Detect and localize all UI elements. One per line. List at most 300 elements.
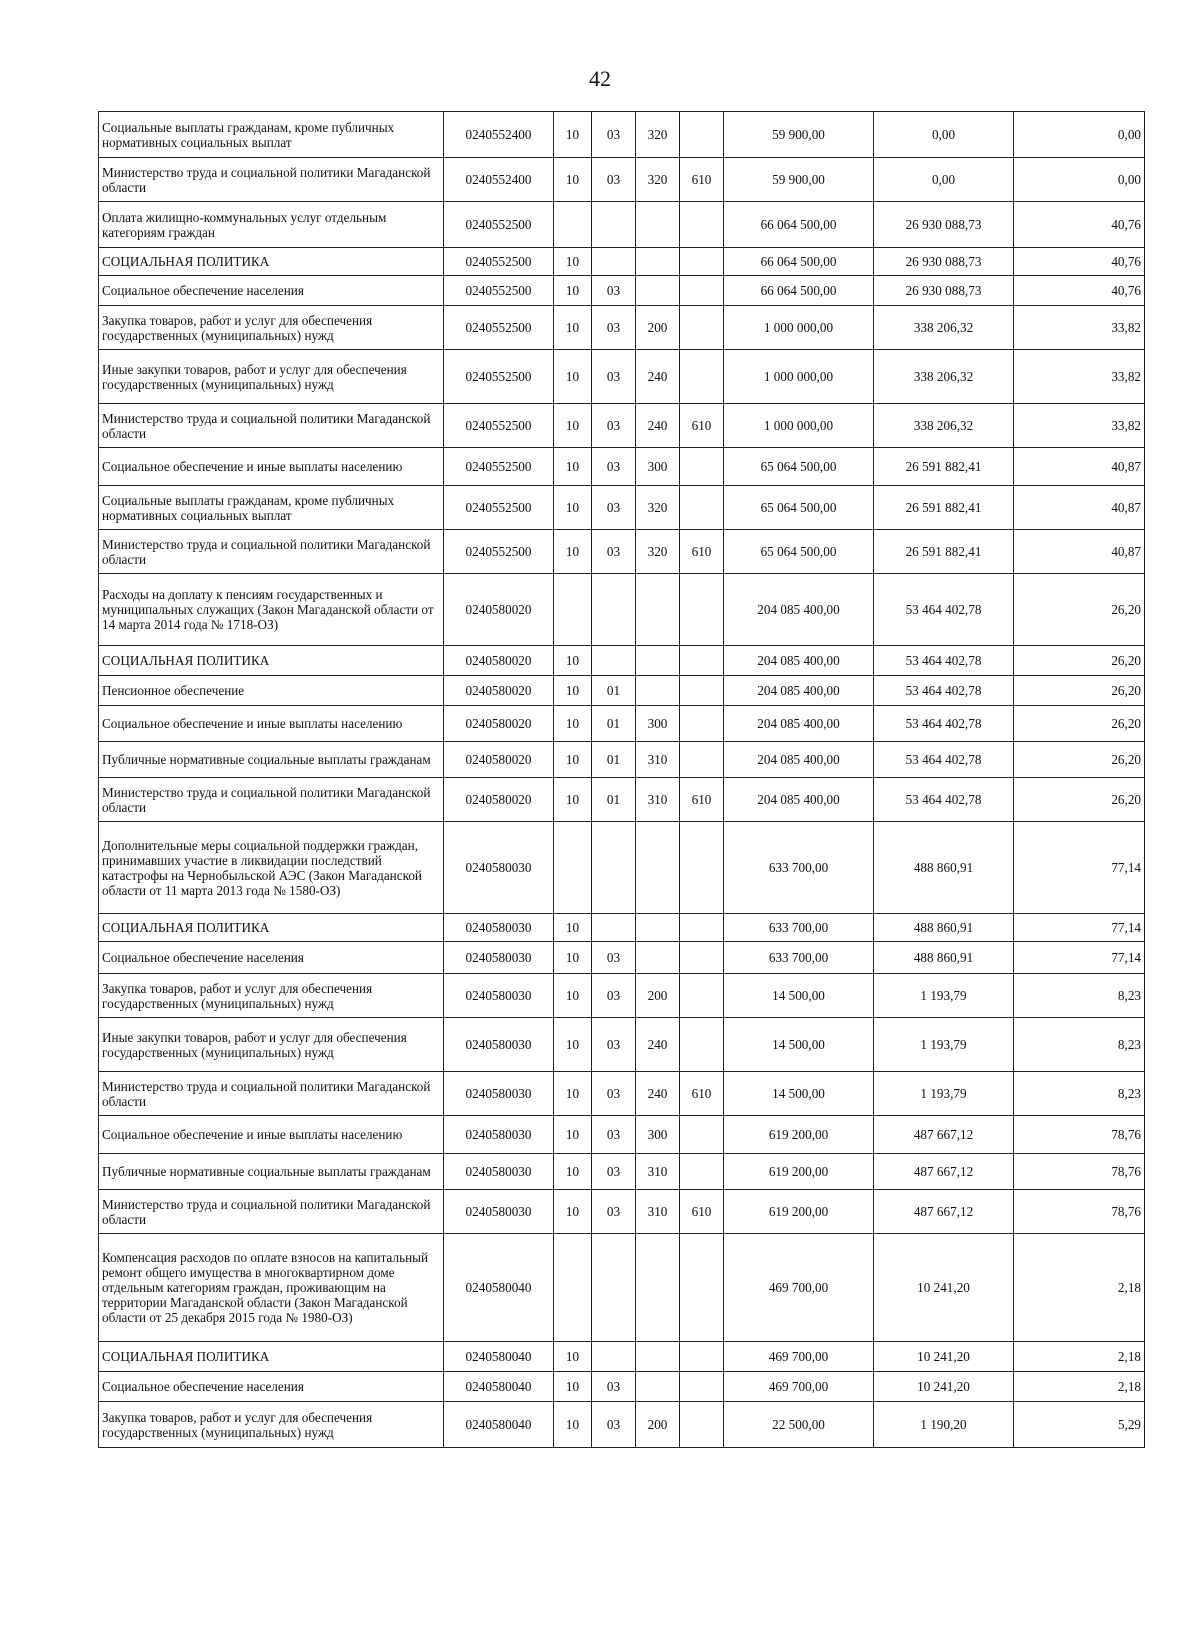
table-row — [99, 1372, 1145, 1402]
table-row — [99, 914, 1145, 942]
row-percent: 26,20 — [1014, 676, 1145, 706]
row-subsection: 03 — [592, 158, 636, 202]
row-executed: 26 930 088,73 — [874, 202, 1014, 248]
row-code: 0240552500 — [444, 530, 554, 574]
row-name: Министерство труда и социальной политики Магаданской области — [99, 1190, 444, 1234]
row-subsection — [592, 1342, 636, 1372]
row-section: 10 — [554, 742, 592, 778]
row-subsection — [592, 574, 636, 646]
row-planned: 66 064 500,00 — [724, 276, 874, 306]
table-row — [99, 112, 1145, 158]
row-subsection: 03 — [592, 306, 636, 350]
row-percent: 2,18 — [1014, 1342, 1145, 1372]
row-subsection — [592, 822, 636, 914]
row-percent: 0,00 — [1014, 112, 1145, 158]
row-section: 10 — [554, 1402, 592, 1448]
row-planned: 469 700,00 — [724, 1342, 874, 1372]
row-section — [554, 574, 592, 646]
row-subsection: 03 — [592, 942, 636, 974]
row-administrator — [680, 306, 724, 350]
row-name: Социальные выплаты гражданам, кроме публичных нормативных социальных выплат — [99, 112, 444, 158]
table-row — [99, 1234, 1145, 1342]
row-section: 10 — [554, 248, 592, 276]
row-administrator — [680, 1372, 724, 1402]
row-executed: 53 464 402,78 — [874, 742, 1014, 778]
row-section — [554, 202, 592, 248]
row-administrator — [680, 1342, 724, 1372]
row-planned: 59 900,00 — [724, 112, 874, 158]
row-subsection: 03 — [592, 448, 636, 486]
row-expense-type — [636, 248, 680, 276]
row-subsection: 03 — [592, 1372, 636, 1402]
row-section — [554, 1234, 592, 1342]
row-executed: 53 464 402,78 — [874, 778, 1014, 822]
row-planned: 65 064 500,00 — [724, 448, 874, 486]
row-executed: 488 860,91 — [874, 914, 1014, 942]
row-code: 0240580040 — [444, 1342, 554, 1372]
row-planned: 1 000 000,00 — [724, 404, 874, 448]
table-row — [99, 942, 1145, 974]
row-code: 0240580020 — [444, 742, 554, 778]
row-percent: 77,14 — [1014, 822, 1145, 914]
row-code: 0240580030 — [444, 1190, 554, 1234]
row-administrator: 610 — [680, 1072, 724, 1116]
row-percent: 26,20 — [1014, 574, 1145, 646]
row-percent: 26,20 — [1014, 706, 1145, 742]
table-row — [99, 676, 1145, 706]
row-planned: 65 064 500,00 — [724, 530, 874, 574]
row-administrator — [680, 574, 724, 646]
row-percent: 40,87 — [1014, 530, 1145, 574]
row-section: 10 — [554, 1154, 592, 1190]
table-row — [99, 1018, 1145, 1072]
row-name: Социальное обеспечение и иные выплаты населению — [99, 448, 444, 486]
row-expense-type: 310 — [636, 1154, 680, 1190]
row-expense-type: 300 — [636, 1116, 680, 1154]
row-administrator — [680, 1402, 724, 1448]
row-executed: 26 930 088,73 — [874, 248, 1014, 276]
row-code: 0240580040 — [444, 1234, 554, 1342]
row-name: Социальное обеспечение населения — [99, 942, 444, 974]
row-subsection: 03 — [592, 350, 636, 404]
row-executed: 338 206,32 — [874, 350, 1014, 404]
row-executed: 53 464 402,78 — [874, 574, 1014, 646]
row-code: 0240552500 — [444, 404, 554, 448]
row-expense-type: 300 — [636, 448, 680, 486]
row-percent: 8,23 — [1014, 974, 1145, 1018]
row-expense-type: 320 — [636, 530, 680, 574]
row-code: 0240580020 — [444, 676, 554, 706]
row-code: 0240552500 — [444, 448, 554, 486]
row-expense-type — [636, 1372, 680, 1402]
row-administrator — [680, 448, 724, 486]
row-planned: 619 200,00 — [724, 1190, 874, 1234]
row-section: 10 — [554, 112, 592, 158]
row-percent: 78,76 — [1014, 1154, 1145, 1190]
row-expense-type — [636, 202, 680, 248]
row-subsection — [592, 646, 636, 676]
row-expense-type: 320 — [636, 486, 680, 530]
row-subsection: 03 — [592, 1018, 636, 1072]
table-row — [99, 822, 1145, 914]
row-executed: 488 860,91 — [874, 942, 1014, 974]
row-administrator — [680, 974, 724, 1018]
row-administrator — [680, 1234, 724, 1342]
row-percent: 26,20 — [1014, 646, 1145, 676]
row-section: 10 — [554, 1342, 592, 1372]
row-administrator — [680, 646, 724, 676]
table-row — [99, 1154, 1145, 1190]
row-subsection: 03 — [592, 1116, 636, 1154]
row-section: 10 — [554, 1190, 592, 1234]
row-name: Оплата жилищно-коммунальных услуг отдельным категориям граждан — [99, 202, 444, 248]
row-code: 0240580030 — [444, 1072, 554, 1116]
row-section: 10 — [554, 276, 592, 306]
row-percent: 2,18 — [1014, 1234, 1145, 1342]
row-percent: 40,76 — [1014, 248, 1145, 276]
row-administrator — [680, 706, 724, 742]
row-planned: 619 200,00 — [724, 1154, 874, 1190]
row-planned: 633 700,00 — [724, 914, 874, 942]
row-section: 10 — [554, 942, 592, 974]
row-executed: 487 667,12 — [874, 1190, 1014, 1234]
row-administrator: 610 — [680, 1190, 724, 1234]
table-row — [99, 742, 1145, 778]
row-name: Социальное обеспечение населения — [99, 276, 444, 306]
row-subsection: 03 — [592, 1154, 636, 1190]
row-executed: 10 241,20 — [874, 1372, 1014, 1402]
table-row — [99, 778, 1145, 822]
row-percent: 33,82 — [1014, 306, 1145, 350]
table-row — [99, 306, 1145, 350]
row-expense-type: 320 — [636, 158, 680, 202]
row-name: СОЦИАЛЬНАЯ ПОЛИТИКА — [99, 1342, 444, 1372]
table-row — [99, 530, 1145, 574]
row-section: 10 — [554, 1018, 592, 1072]
row-name: Расходы на доплату к пенсиям государственных и муниципальных служащих (Закон Магаданской области от 14 марта 2014 года № 1718-ОЗ) — [99, 574, 444, 646]
row-executed: 488 860,91 — [874, 822, 1014, 914]
table-row — [99, 1402, 1145, 1448]
row-administrator — [680, 1018, 724, 1072]
row-section: 10 — [554, 448, 592, 486]
row-administrator — [680, 914, 724, 942]
row-planned: 14 500,00 — [724, 1018, 874, 1072]
table-row — [99, 1190, 1145, 1234]
table-row — [99, 276, 1145, 306]
row-code: 0240580030 — [444, 942, 554, 974]
row-administrator — [680, 676, 724, 706]
row-percent: 40,76 — [1014, 276, 1145, 306]
row-executed: 53 464 402,78 — [874, 646, 1014, 676]
row-section: 10 — [554, 404, 592, 448]
row-section: 10 — [554, 706, 592, 742]
row-executed: 53 464 402,78 — [874, 676, 1014, 706]
row-code: 0240580020 — [444, 646, 554, 676]
row-planned: 65 064 500,00 — [724, 486, 874, 530]
row-code: 0240580040 — [444, 1402, 554, 1448]
row-expense-type — [636, 646, 680, 676]
row-expense-type — [636, 676, 680, 706]
row-administrator: 610 — [680, 778, 724, 822]
row-name: Закупка товаров, работ и услуг для обеспечения государственных (муниципальных) нужд — [99, 1402, 444, 1448]
row-subsection — [592, 248, 636, 276]
row-subsection: 03 — [592, 974, 636, 1018]
row-planned: 469 700,00 — [724, 1234, 874, 1342]
row-executed: 0,00 — [874, 112, 1014, 158]
row-executed: 338 206,32 — [874, 306, 1014, 350]
row-expense-type: 200 — [636, 306, 680, 350]
row-percent: 8,23 — [1014, 1018, 1145, 1072]
row-name: Компенсация расходов по оплате взносов на капитальный ремонт общего имущества в многоквартирном доме отдельным категориям граждан, проживающим на территории Магаданской области (Закон Магаданской области от 25 декабря 2015 года № 1980-ОЗ) — [99, 1234, 444, 1342]
row-planned: 469 700,00 — [724, 1372, 874, 1402]
row-section: 10 — [554, 486, 592, 530]
row-name: Социальное обеспечение и иные выплаты населению — [99, 706, 444, 742]
row-subsection: 01 — [592, 676, 636, 706]
table-row — [99, 1116, 1145, 1154]
row-percent: 77,14 — [1014, 942, 1145, 974]
row-planned: 22 500,00 — [724, 1402, 874, 1448]
row-section: 10 — [554, 306, 592, 350]
row-section: 10 — [554, 778, 592, 822]
row-subsection: 01 — [592, 742, 636, 778]
table-row — [99, 202, 1145, 248]
row-expense-type — [636, 942, 680, 974]
row-section: 10 — [554, 1116, 592, 1154]
row-name: СОЦИАЛЬНАЯ ПОЛИТИКА — [99, 248, 444, 276]
row-percent: 26,20 — [1014, 778, 1145, 822]
row-planned: 633 700,00 — [724, 942, 874, 974]
row-planned: 633 700,00 — [724, 822, 874, 914]
row-executed: 1 193,79 — [874, 974, 1014, 1018]
row-executed: 487 667,12 — [874, 1116, 1014, 1154]
row-planned: 204 085 400,00 — [724, 646, 874, 676]
row-name: Министерство труда и социальной политики Магаданской области — [99, 778, 444, 822]
row-section: 10 — [554, 1372, 592, 1402]
row-subsection — [592, 1234, 636, 1342]
row-name: Министерство труда и социальной политики Магаданской области — [99, 1072, 444, 1116]
row-subsection — [592, 202, 636, 248]
row-subsection: 03 — [592, 404, 636, 448]
row-executed: 1 190,20 — [874, 1402, 1014, 1448]
row-expense-type — [636, 822, 680, 914]
row-percent: 40,87 — [1014, 486, 1145, 530]
row-section: 10 — [554, 676, 592, 706]
row-percent: 40,76 — [1014, 202, 1145, 248]
row-name: Закупка товаров, работ и услуг для обеспечения государственных (муниципальных) нужд — [99, 974, 444, 1018]
row-code: 0240552500 — [444, 276, 554, 306]
row-name: Министерство труда и социальной политики Магаданской области — [99, 158, 444, 202]
row-planned: 619 200,00 — [724, 1116, 874, 1154]
row-name: Социальные выплаты гражданам, кроме публичных нормативных социальных выплат — [99, 486, 444, 530]
table-row — [99, 1342, 1145, 1372]
row-section: 10 — [554, 530, 592, 574]
row-percent: 5,29 — [1014, 1402, 1145, 1448]
page-number: 42 — [589, 66, 611, 91]
row-code: 0240552500 — [444, 248, 554, 276]
row-code: 0240580020 — [444, 574, 554, 646]
row-name: Пенсионное обеспечение — [99, 676, 444, 706]
table-row — [99, 448, 1145, 486]
row-code: 0240552400 — [444, 158, 554, 202]
row-code: 0240580030 — [444, 1018, 554, 1072]
row-administrator — [680, 112, 724, 158]
row-code: 0240552500 — [444, 350, 554, 404]
row-expense-type: 240 — [636, 1018, 680, 1072]
table-row — [99, 1072, 1145, 1116]
row-expense-type: 200 — [636, 974, 680, 1018]
row-name: Министерство труда и социальной политики Магаданской области — [99, 530, 444, 574]
row-administrator: 610 — [680, 158, 724, 202]
row-expense-type: 240 — [636, 1072, 680, 1116]
row-section — [554, 822, 592, 914]
row-name: СОЦИАЛЬНАЯ ПОЛИТИКА — [99, 914, 444, 942]
row-administrator — [680, 276, 724, 306]
row-name: Публичные нормативные социальные выплаты гражданам — [99, 1154, 444, 1190]
table-row — [99, 646, 1145, 676]
row-executed: 53 464 402,78 — [874, 706, 1014, 742]
row-name: Закупка товаров, работ и услуг для обеспечения государственных (муниципальных) нужд — [99, 306, 444, 350]
row-section: 10 — [554, 914, 592, 942]
row-percent: 33,82 — [1014, 404, 1145, 448]
row-subsection: 01 — [592, 706, 636, 742]
row-expense-type: 310 — [636, 742, 680, 778]
row-code: 0240552400 — [444, 112, 554, 158]
row-expense-type: 240 — [636, 404, 680, 448]
row-executed: 0,00 — [874, 158, 1014, 202]
table-row — [99, 574, 1145, 646]
row-administrator: 610 — [680, 404, 724, 448]
row-percent: 78,76 — [1014, 1116, 1145, 1154]
row-code: 0240580030 — [444, 822, 554, 914]
row-expense-type: 300 — [636, 706, 680, 742]
row-subsection: 03 — [592, 1402, 636, 1448]
row-code: 0240552500 — [444, 202, 554, 248]
row-subsection — [592, 914, 636, 942]
row-subsection: 03 — [592, 486, 636, 530]
row-administrator — [680, 942, 724, 974]
budget-table — [98, 111, 1145, 1448]
row-expense-type: 310 — [636, 1190, 680, 1234]
row-administrator — [680, 248, 724, 276]
row-expense-type — [636, 914, 680, 942]
row-code: 0240580030 — [444, 914, 554, 942]
row-code: 0240580030 — [444, 1116, 554, 1154]
row-administrator — [680, 742, 724, 778]
row-name: Иные закупки товаров, работ и услуг для обеспечения государственных (муниципальных) нужд — [99, 350, 444, 404]
row-administrator — [680, 202, 724, 248]
row-planned: 204 085 400,00 — [724, 778, 874, 822]
row-section: 10 — [554, 974, 592, 1018]
row-expense-type: 200 — [636, 1402, 680, 1448]
row-code: 0240580030 — [444, 1154, 554, 1190]
row-executed: 26 591 882,41 — [874, 448, 1014, 486]
row-percent: 77,14 — [1014, 914, 1145, 942]
row-expense-type — [636, 276, 680, 306]
row-name: Социальное обеспечение и иные выплаты населению — [99, 1116, 444, 1154]
row-planned: 204 085 400,00 — [724, 676, 874, 706]
row-planned: 66 064 500,00 — [724, 202, 874, 248]
row-code: 0240552500 — [444, 486, 554, 530]
row-section: 10 — [554, 1072, 592, 1116]
row-executed: 26 930 088,73 — [874, 276, 1014, 306]
table-body — [99, 112, 1145, 1448]
table-row — [99, 974, 1145, 1018]
row-percent: 33,82 — [1014, 350, 1145, 404]
row-name: Иные закупки товаров, работ и услуг для обеспечения государственных (муниципальных) нужд — [99, 1018, 444, 1072]
row-executed: 1 193,79 — [874, 1018, 1014, 1072]
row-code: 0240580040 — [444, 1372, 554, 1402]
row-code: 0240580020 — [444, 706, 554, 742]
row-executed: 26 591 882,41 — [874, 530, 1014, 574]
table-row — [99, 486, 1145, 530]
row-planned: 59 900,00 — [724, 158, 874, 202]
row-planned: 204 085 400,00 — [724, 574, 874, 646]
table-row — [99, 350, 1145, 404]
row-planned: 1 000 000,00 — [724, 350, 874, 404]
row-administrator — [680, 486, 724, 530]
row-planned: 1 000 000,00 — [724, 306, 874, 350]
row-planned: 204 085 400,00 — [724, 706, 874, 742]
row-planned: 14 500,00 — [724, 974, 874, 1018]
row-executed: 338 206,32 — [874, 404, 1014, 448]
row-administrator: 610 — [680, 530, 724, 574]
row-percent: 8,23 — [1014, 1072, 1145, 1116]
row-administrator — [680, 350, 724, 404]
row-code: 0240552500 — [444, 306, 554, 350]
table-row — [99, 158, 1145, 202]
row-name: Социальное обеспечение населения — [99, 1372, 444, 1402]
row-code: 0240580020 — [444, 778, 554, 822]
row-expense-type — [636, 574, 680, 646]
row-percent: 26,20 — [1014, 742, 1145, 778]
row-percent: 40,87 — [1014, 448, 1145, 486]
row-subsection: 03 — [592, 276, 636, 306]
row-planned: 66 064 500,00 — [724, 248, 874, 276]
row-subsection: 01 — [592, 778, 636, 822]
row-executed: 10 241,20 — [874, 1342, 1014, 1372]
row-subsection: 03 — [592, 112, 636, 158]
row-percent: 0,00 — [1014, 158, 1145, 202]
row-subsection: 03 — [592, 1190, 636, 1234]
row-planned: 14 500,00 — [724, 1072, 874, 1116]
row-percent: 78,76 — [1014, 1190, 1145, 1234]
row-subsection: 03 — [592, 530, 636, 574]
row-section: 10 — [554, 646, 592, 676]
table-row — [99, 404, 1145, 448]
row-executed: 26 591 882,41 — [874, 486, 1014, 530]
row-name: Публичные нормативные социальные выплаты гражданам — [99, 742, 444, 778]
table-row — [99, 248, 1145, 276]
row-executed: 1 193,79 — [874, 1072, 1014, 1116]
row-percent: 2,18 — [1014, 1372, 1145, 1402]
row-expense-type — [636, 1342, 680, 1372]
row-administrator — [680, 822, 724, 914]
row-expense-type: 310 — [636, 778, 680, 822]
table-row — [99, 706, 1145, 742]
row-code: 0240580030 — [444, 974, 554, 1018]
row-expense-type: 240 — [636, 350, 680, 404]
row-name: СОЦИАЛЬНАЯ ПОЛИТИКА — [99, 646, 444, 676]
row-planned: 204 085 400,00 — [724, 742, 874, 778]
row-expense-type — [636, 1234, 680, 1342]
row-executed: 487 667,12 — [874, 1154, 1014, 1190]
row-name: Дополнительные меры социальной поддержки граждан, принимавших участие в ликвидации последствий катастрофы на Чернобыльской АЭС (Закон Магаданской области от 11 марта 2013 года № 1580-ОЗ) — [99, 822, 444, 914]
row-administrator — [680, 1116, 724, 1154]
row-section: 10 — [554, 158, 592, 202]
row-executed: 10 241,20 — [874, 1234, 1014, 1342]
row-subsection: 03 — [592, 1072, 636, 1116]
row-name: Министерство труда и социальной политики Магаданской области — [99, 404, 444, 448]
